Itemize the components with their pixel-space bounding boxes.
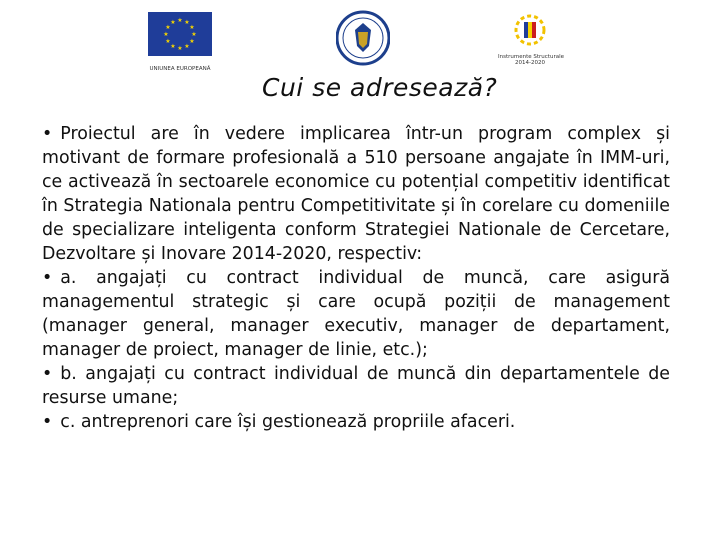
- bullet-item: [42, 266, 670, 362]
- bullet-symbol: •: [42, 364, 53, 384]
- svg-text:★: ★: [177, 17, 183, 24]
- logo-bar: [0, 0, 720, 75]
- bullet-item: [42, 410, 670, 434]
- svg-text:★: ★: [184, 19, 190, 26]
- instrumente-caption-line1: Instrumente Structurale: [498, 54, 564, 60]
- svg-text:★: ★: [165, 38, 171, 45]
- bullet-text: Proiectul are în vedere implicarea într-un program complex și motivant de formare profesională a 510 persoane angajate în IMM-uri, ce activează în sectoarele economice cu potențial competitiv identificat în Strategia Nationala pentru Competitivitate și în corelare cu domeniile de specializare inteligenta conform Strategiei Nationale de Cercetare, Dezvoltare și Inovare 2014-2020, respectiv:: [42, 124, 670, 264]
- bullet-item: [42, 122, 670, 266]
- svg-text:★: ★: [170, 43, 176, 50]
- bullet-text: c. antreprenori care își gestionează propriile afaceri.: [60, 412, 516, 432]
- bullet-item: [42, 362, 670, 410]
- bullet-symbol: •: [42, 268, 53, 288]
- bullet-symbol: •: [42, 412, 53, 432]
- instrumente-structurale-icon: [498, 10, 562, 50]
- bullet-symbol: •: [42, 124, 53, 144]
- bullet-text: b. angajați cu contract individual de muncă din departamentele de resurse umane;: [42, 364, 670, 408]
- svg-text:★: ★: [165, 24, 171, 31]
- instrumente-structurale-logo: [498, 10, 562, 68]
- guvern-romania-logo: [336, 10, 390, 66]
- eu-flag-icon: [148, 12, 212, 62]
- page-title: Cui se adresează?: [262, 73, 498, 102]
- romania-crest-icon: [336, 10, 390, 66]
- eu-caption: UNIUNEA EUROPEANĂ: [149, 66, 211, 72]
- instrumente-caption-line2: 2014-2020: [515, 60, 545, 66]
- svg-text:★: ★: [189, 38, 195, 45]
- svg-text:★: ★: [163, 31, 169, 38]
- eu-flag-logo: [148, 12, 212, 70]
- svg-text:★: ★: [184, 43, 190, 50]
- svg-text:★: ★: [189, 24, 195, 31]
- svg-text:★: ★: [170, 19, 176, 26]
- svg-text:★: ★: [191, 31, 197, 38]
- svg-text:★: ★: [177, 45, 183, 52]
- bullet-text: a. angajați cu contract individual de muncă, care asigură managementul strategic și care ocupă poziții de management (manager general, manager executiv, manager de departament, manager de proiect, manager de linie, etc.);: [42, 268, 670, 360]
- bullet-list: [42, 122, 670, 434]
